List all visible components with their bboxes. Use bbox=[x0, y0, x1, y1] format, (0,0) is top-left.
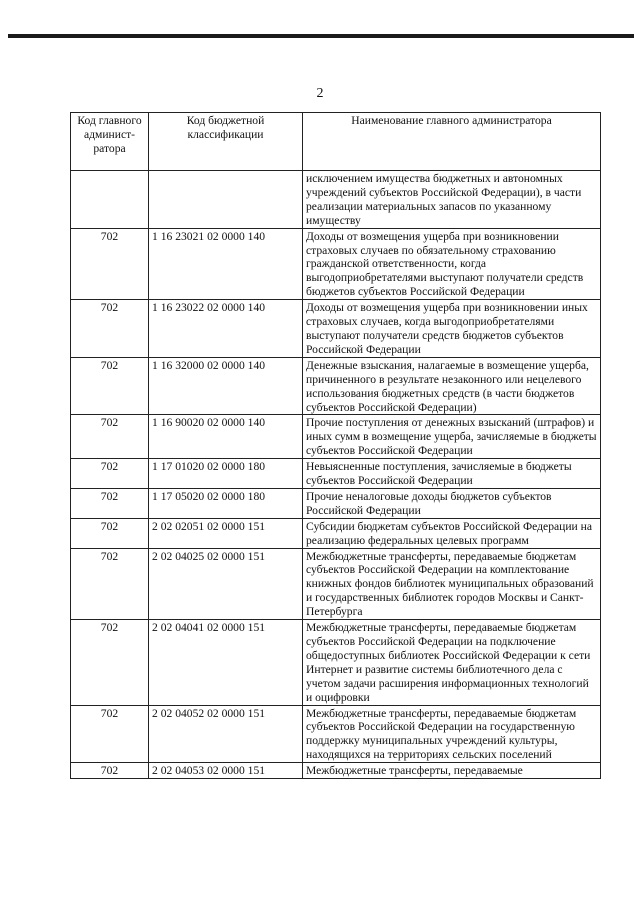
admin-code-cell: 702 bbox=[71, 459, 149, 489]
admin-name-cell: Невыясненные поступления, зачисляемые в бюджеты субъектов Российской Федерации bbox=[303, 459, 601, 489]
budget-code-cell: 2 02 04052 02 0000 151 bbox=[149, 705, 303, 763]
page-number: 2 bbox=[316, 86, 324, 101]
table-row bbox=[71, 705, 601, 763]
admin-name-cell: исключением имущества бюджетных и автономных учреждений субъектов Российской Федерации), в части реализации материальных запасов по указанному имуществу bbox=[303, 171, 601, 229]
table-row bbox=[71, 488, 601, 518]
budget-code-cell: 2 02 02051 02 0000 151 bbox=[149, 518, 303, 548]
table-row bbox=[71, 763, 601, 779]
budget-code-cell: 1 16 32000 02 0000 140 bbox=[149, 357, 303, 415]
budget-code-cell: 1 17 01020 02 0000 180 bbox=[149, 459, 303, 489]
budget-code-cell: 1 16 23022 02 0000 140 bbox=[149, 300, 303, 358]
table-row bbox=[71, 171, 601, 229]
admin-name-cell: Межбюджетные трансферты, передаваемые бюджетам субъектов Российской Федерации на подключение общедоступных библиотек Российской Федерации к сети Интернет и развитие системы библиотечного дела с учетом задачи расширения информационных технологий и оцифровки bbox=[303, 620, 601, 705]
admin-name-cell: Прочие неналоговые доходы бюджетов субъектов Российской Федерации bbox=[303, 488, 601, 518]
admin-code-cell: 702 bbox=[71, 705, 149, 763]
header-budget-code: Код бюджетной классификации bbox=[149, 113, 303, 171]
admin-code-cell bbox=[71, 171, 149, 229]
table-row bbox=[71, 300, 601, 358]
header-admin-code: Код главного админист-ратора bbox=[71, 113, 149, 171]
table-row bbox=[71, 459, 601, 489]
admin-code-cell: 702 bbox=[71, 548, 149, 620]
header-rule bbox=[8, 34, 634, 38]
admin-code-cell: 702 bbox=[71, 763, 149, 779]
budget-code-cell bbox=[149, 171, 303, 229]
admin-name-cell: Доходы от возмещения ущерба при возникновении иных страховых случаев, когда выгодоприобретателями выступают получатели средств бюджетов субъектов Российской Федерации bbox=[303, 300, 601, 358]
budget-code-cell: 2 02 04041 02 0000 151 bbox=[149, 620, 303, 705]
admin-name-cell: Межбюджетные трансферты, передаваемые бюджетам субъектов Российской Федерации на комплектование книжных фондов библиотек муниципальных образований и государственных библиотек городов Москвы и Санкт-Петербурга bbox=[303, 548, 601, 620]
admin-name-cell: Доходы от возмещения ущерба при возникновении страховых случаев по обязательному страхованию гражданской ответственности, когда выгодоприобретателями выступают получатели средств бюджетов субъектов Российской Федерации bbox=[303, 228, 601, 300]
admin-code-cell: 702 bbox=[71, 300, 149, 358]
budget-code-cell: 1 16 90020 02 0000 140 bbox=[149, 415, 303, 459]
admin-code-cell: 702 bbox=[71, 488, 149, 518]
admin-code-cell: 702 bbox=[71, 415, 149, 459]
table-row bbox=[71, 620, 601, 705]
table-row bbox=[71, 228, 601, 300]
table-row bbox=[71, 548, 601, 620]
table-row bbox=[71, 357, 601, 415]
budget-code-cell: 1 16 23021 02 0000 140 bbox=[149, 228, 303, 300]
admin-code-cell: 702 bbox=[71, 228, 149, 300]
budget-codes-table bbox=[70, 112, 601, 779]
header-admin-name: Наименование главного администратора bbox=[303, 113, 601, 171]
admin-code-cell: 702 bbox=[71, 620, 149, 705]
table-row bbox=[71, 415, 601, 459]
table-header-row bbox=[71, 113, 601, 171]
budget-code-cell: 1 17 05020 02 0000 180 bbox=[149, 488, 303, 518]
admin-code-cell: 702 bbox=[71, 518, 149, 548]
admin-name-cell: Прочие поступления от денежных взысканий (штрафов) и иных сумм в возмещение ущерба, зачисляемые в бюджеты субъектов Российской Федерации bbox=[303, 415, 601, 459]
admin-name-cell: Субсидии бюджетам субъектов Российской Федерации на реализацию федеральных целевых программ bbox=[303, 518, 601, 548]
admin-code-cell: 702 bbox=[71, 357, 149, 415]
table-row bbox=[71, 518, 601, 548]
admin-name-cell: Межбюджетные трансферты, передаваемые bbox=[303, 763, 601, 779]
budget-code-cell: 2 02 04053 02 0000 151 bbox=[149, 763, 303, 779]
admin-name-cell: Межбюджетные трансферты, передаваемые бюджетам субъектов Российской Федерации на государственную поддержку муниципальных учреждений культуры, находящихся на территориях сельских поселений bbox=[303, 705, 601, 763]
budget-code-cell: 2 02 04025 02 0000 151 bbox=[149, 548, 303, 620]
admin-name-cell: Денежные взыскания, налагаемые в возмещение ущерба, причиненного в результате незаконного или нецелевого использования бюджетных средств (в части бюджетов субъектов Российской Федерации) bbox=[303, 357, 601, 415]
